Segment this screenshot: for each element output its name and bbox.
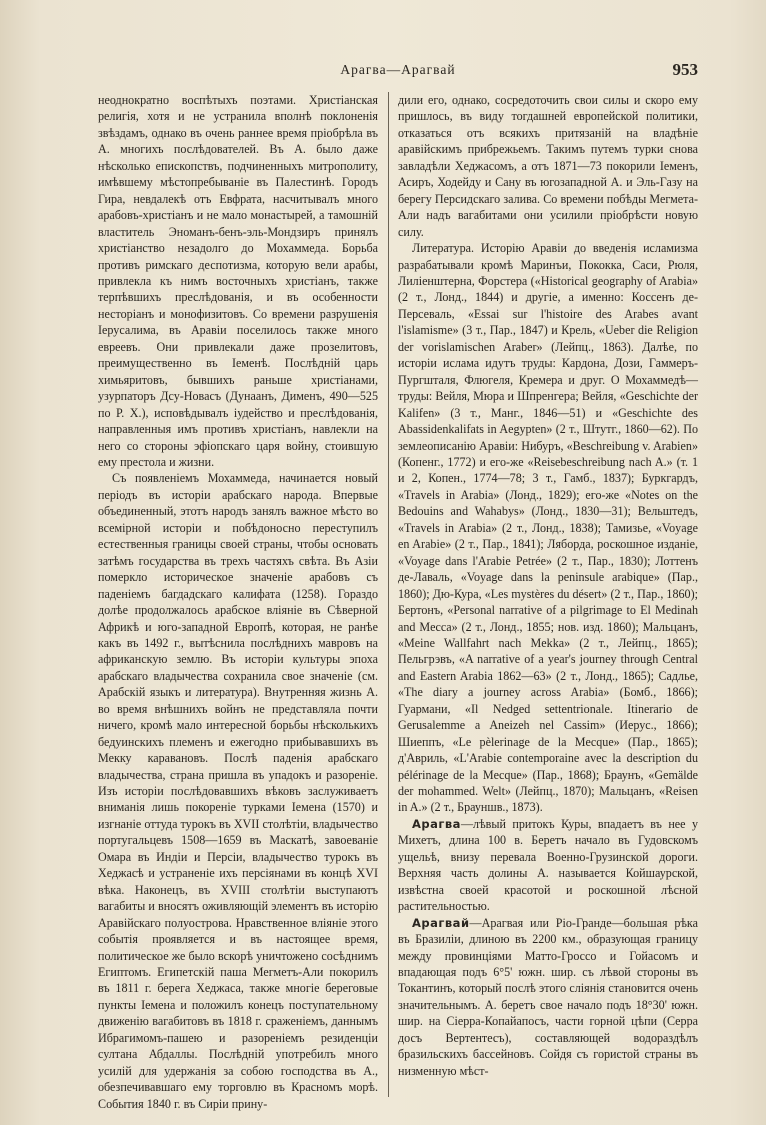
headword: Арагвай [412,915,470,930]
entry-text: —лѣвый притокъ Куры, впадаетъ въ нее у Михетъ, длина 100 в. Беретъ начало въ Гудовскомъ ущельѣ, внизу перевала Военно-Грузинской дороги. Верхняя часть долины А. называется Койшаурской, извѣстна своей красотой и роскошной лѣсной растительностью. [398,816,698,914]
paragraph: неоднократно воспѣтыхъ поэтами. Христiанская религiя, хотя и не устранила вполнѣ поклоненiя звѣздамъ, однако въ очень раннее время прiобрѣла въ А. многихъ послѣдователей. Въ А. было даже нѣсколько епископствъ, подчиненныхъ митрополиту, имѣвшему мѣстопребыванiе въ Палестинѣ. Городъ Гира, невдалекѣ отъ Евфрата, насчитывалъ много арабовъ-христiанъ и не мало монастырей, а тамошнiй властитель Эноманъ-бенъ-эль-Мондзиръ принялъ христiанство незадолго до Мохаммеда. Борьба противъ римскаго деспотизма, которую вели арабы, привлекла къ нимъ восточныхъ христiанъ, также терпѣвшихъ преслѣдованiя, и въ особенности несторiанъ и монофизитовъ. Со времени разрушенiя Iерусалима, въ Аравiи поселилось также много евреевъ. Они привлекали даже прозелитовъ, преимущественно въ Iеменѣ. Послѣднiй царь химьяритовъ, бывшихъ раньше христiанами, узурпаторъ Дсу-Новасъ (Дунаанъ, Дименъ, 490—525 по Р. Х.), исповѣдывалъ iудейство и преслѣдованiя, направленныя имъ противъ христiанъ, навлекли на него со стороны эфiопскаго царя войну, стоившую ему престола и жизни. [98,93,378,469]
right-column [398,92,698,1097]
paragraph: Съ появленiемъ Мохаммеда, начинается новый перiодъ въ исторiи арабскаго народа. Впервые объединенный, этотъ народъ занялъ важное мѣсто во всемiрной исторiи и побѣдоносно переступилъ естественныя границы своей страны, чтобы основать затѣмъ государства въ трехъ частяхъ свѣта. Въ Азiи померкло историческое значенiе арабовъ съ паденiемъ багдадскаго калифата (1258). Гораздо долѣе продолжалось арабское влiянiе въ Сѣверной Африкѣ и юго-западной Европѣ, которая, не ранѣе какъ въ 1492 г., вытѣснила послѣднихъ мавровъ на африканскую землю. Въ исторiи культуры эпоха арабскаго владычества сохранила свое значенiе (см. Арабскiй языкъ и литература). Внутренняя жизнь А. во время внѣшнихъ войнъ не представляла почти ничего, кромѣ мало интересной борьбы нѣсколькихъ бедуинскихъ племенъ и ежегодно прибывавшихъ въ Мекку каравановъ. Послѣ паденiя арабскаго владычества, страна пришла въ упадокъ и разоренiе. Изъ исторiи послѣдовавшихъ вѣковъ заслуживаетъ вниманiя лишь покоренiе турками Iемена (1570) и изгнанiе оттуда турокъ въ XVII столѣтiи, владычество португальцевъ 1508—1659 въ Маскатѣ, завоеванiе Омара въ Индiи и Персiи, владычество турокъ въ Хеджасѣ и устраненiе ихъ персiянами въ концѣ XVI вѣка. Наконецъ, въ XVIII столѣтiи выступаютъ вагабиты и вносятъ оживляющiй элементъ въ исторiю Аравiйскаго полуострова. Нравственное влiянiе этого событiя проявляется и въ настоящее время, политическое же было вскорѣ уничтожено сосѣднимъ Египтомъ. Египетскiй паша Мегметъ-Али покорилъ въ 1811 г. берега Хеджаса, также многiе береговые пункты Iемена и положилъ конецъ поступательному движенiю вагабитовъ въ 1818 г. сраженiемъ, даннымъ Ибрагимомъ-пашею и разоренiемъ резиденцiи султана Абдаллы. Послѣднiй употребилъ много усилiй для удержанiя за собою господства въ А., обезпечивавшаго ему торговлю въ Красномъ морѣ. События 1840 г. въ Сирiи прину- [98,471,378,1111]
paragraph: Литература. Исторiю Аравiи до введенiя исламизма разрабатывали кромѣ Маринъи, Пококка, Саси, Рюля, Лилiенштерна, Форстера («Historical geography of Arabia» (2 т., Лонд., 1844) и другiе, а именно: Коссенъ де-Персеваль, «Essai sur l'histoire des Arabes avant l'islamisme» (3 т., Пар., 1847) и Крель, «Ueber die Religion der vorislamischen Araber» (Лейпц., 1863). Далѣе, по исторiи ислама идутъ труды: Кардона, Дози, Гаммеръ-Пургшталя, Флюгеля, Кремера и друг. О Мохаммедѣ—труды: Вейля, Мюра и Шпренгера; Вейля, «Geschichte der Kalifen» (3 т., Манг., 1846—51) и «Geschichte des Abassidenkalifats in Aegypten» (2 т., Штутг., 1860—62). По землеописанiю Аравiи: Нибуръ, «Beschreibung v. Arabien» (Копенг., 1772) и его-же «Reisebeschreibung nach A.» (т. 1 и 2, Копен., 1774—78; 3 т., Гамб., 1837); Буркгардъ, «Travels in Arabia» (Лонд., 1829); его-же «Notes on the Bedouins and Wahabys» (Лонд., 1830—31); Вельштедъ, «Travels in Arabia» (2 т., Лонд., 1838); Тамизье, «Voyage en Arabie» (2 т., Пар., 1841); Ляборда, роскошное изданiе, «Voyage dans l'Arabie Petrée» (2 т., Пар., 1830); Лоттенъ де-Лаваль, «Voyage dans la peninsule arabique» (Пар., 1860); Дю-Кура, «Les mystères du désert» (2 т., Пар., 1860); Бертонъ, «Personal narrative of a pilgrimage to El Medinah and Mecca» (2 т., Лонд., 1855; нов. изд. 1860); Мальцанъ, «Meine Wallfahrt nach Mekka» (2 т., Лейпц., 1865); Пельгрэвъ, «A narrative of a year's journey through Central and Eastern Arabia 1862—63» (2 т., Лонд., 1865); Садльe, «The diary a journey across Arabia» (Бомб., 1866); Гуармани, «Il Nedged settentrionale. Itinerario de Gerusalemme a Aneizeh nel Cassim» (Иерус., 1866); Шиеппъ, «Le pèlerinage de la Mecque» (Пар., 1865); д'Авриль, «L'Arabie contemporaine avec la description du pélérinage de la Mecque» (Пар., 1868); Браунъ, «Gemälde der mohammed. Welt» (Лейпц., 1870); Мальцанъ, «Reisen in A.» (2 т., Брауншв., 1873). [398,241,698,815]
entry-text: —Арагвая или Рiо-Гранде—большая рѣка въ Бразилiи, длиною въ 2200 км., образующая границу между провинцiями Матто-Гроссо и Гойасомъ и впадающая подъ 6°5' южн. шир. съ лѣвой стороны въ Токантинъ, который послѣ этого слiянiя становится очень значительнымъ. А. беретъ свое начало подъ 18°30' южн. шир. на Сiерра-Копайапосъ, части горной цѣпи (Серра досъ Вертентесъ), составляющей водораздѣлъ бразильскихъ бассейновъ. Сойдя съ гористой страны въ низменную мѣст- [398,915,698,1078]
page-number: 953 [672,60,698,79]
headword: Арагва [412,816,461,831]
entry-araguai [398,915,698,1080]
column-divider [388,92,389,1097]
page-header [98,60,698,84]
entry-aragva [398,816,698,915]
left-column [98,92,378,1111]
paragraph: дили его, однако, сосредоточить свои силы и скоро ему пришлось, въ виду тогдашней европейской политики, отказаться отъ всякихъ притязанiй на владѣнiе аравiйскимъ прибрежьемъ. Такимъ путемъ турки снова завладѣли Хеджасомъ, а отъ 1871—73 покорили Iеменъ, Асиръ, Ходейду и Сану въ югозападной А. и Эль-Газу на берегу Персидскаго залива. Со времени побѣды Мегмета-Али надъ вагабитами они усилили прiобрѣсти новую силу. [398,93,698,239]
running-head: Арагва—Арагвай [340,62,456,77]
